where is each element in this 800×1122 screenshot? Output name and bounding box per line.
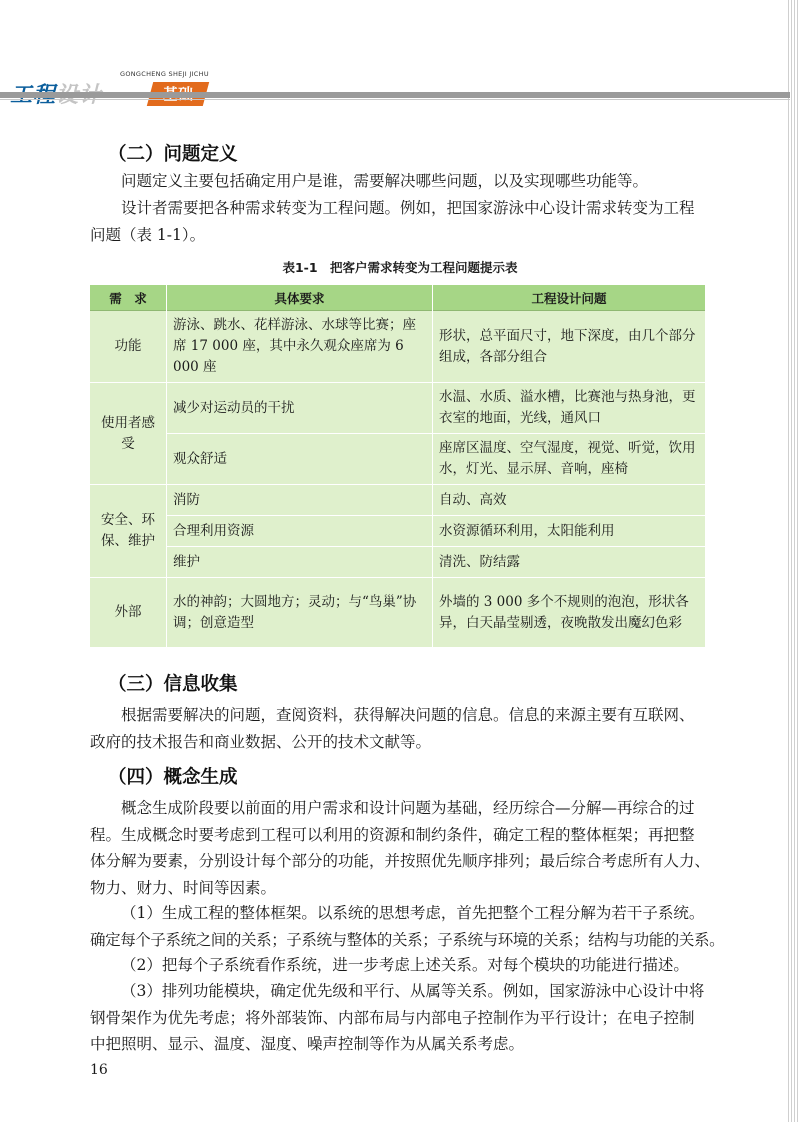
problem-cell: 形状，总平面尺寸，地下深度，由几个部分组成，各部分组合 (433, 311, 706, 383)
problem-cell: 自动、高效 (433, 485, 706, 516)
text-line: 中把照明、显示、温度、湿度、噪声控制等作为从属关系考虑。 (90, 1035, 525, 1053)
text-line: 钢骨架作为优先考虑；将外部装饰、内部布局与内部电子控制作为平行设计；在电子控制 (90, 1008, 695, 1027)
table-row (90, 311, 706, 383)
section4-paragraph-4 (90, 978, 707, 1058)
table-row (90, 516, 706, 547)
text-line: 体分解为要素，分别设计每个部分的功能，并按照优先顺序排列；最后综合考虑所有人力、 (90, 852, 711, 870)
category-cell: 安全、环保、维护 (90, 485, 167, 578)
requirement-cell: 减少对运动员的干扰 (167, 383, 433, 434)
header-cell: 需 求 (90, 285, 167, 311)
logo-pinyin: GONGCHENG SHEJI JICHU (120, 70, 209, 78)
header-cell: 具体要求 (167, 285, 433, 311)
table-caption: 表1-1 把客户需求转变为工程问题提示表 (282, 260, 518, 275)
section-title-information-gathering: （三）信息收集 (108, 674, 238, 695)
section4-paragraph-1 (90, 795, 711, 901)
text-line: 确定每个子系统之间的关系；子系统与整体的关系；子系统与环境的关系；结构与功能的关系。 (90, 930, 725, 949)
requirement-cell: 水的神韵；大圆地方；灵动；与“鸟巢”协调；创意造型 (167, 578, 433, 648)
text-line: 物力、财力、时间等因素。 (90, 878, 277, 897)
text-line: 概念生成阶段要以前面的用户需求和设计问题为基础，经历综合—分解—再综合的过 (121, 799, 695, 817)
text-line: （2）把每个子系统看作系统，进一步考虑上述关系。对每个模块的功能进行描述。 (121, 956, 689, 974)
problem-cell: 水温、水质、溢水槽，比赛池与热身池，更衣室的地面，光线，通风口 (433, 383, 706, 434)
requirement-cell: 维护 (167, 547, 433, 578)
header-rule (0, 92, 790, 98)
section-title-problem-definition: （二）问题定义 (108, 144, 238, 165)
text-line: 设计者需要把各种需求转变为工程问题。例如，把国家游泳中心设计需求转变为工程 (121, 199, 695, 217)
table-row (90, 383, 706, 434)
header-logo (0, 64, 260, 104)
problem-cell: 水资源循环利用，太阳能利用 (433, 516, 706, 547)
page-number: 16 (90, 1062, 108, 1078)
section3-paragraph-1 (90, 702, 707, 755)
section4-paragraph-3 (90, 952, 707, 979)
problem-cell: 外墙的 3 000 多个不规则的泡泡，形状各异，白天晶莹剔透，夜晚散发出魔幻色彩 (433, 578, 706, 648)
requirement-cell: 消防 (167, 485, 433, 516)
table-row (90, 578, 706, 648)
section4-paragraph-2 (90, 900, 725, 953)
requirement-cell: 合理利用资源 (167, 516, 433, 547)
requirement-cell: 游泳、跳水、花样游泳、水球等比赛；座席 17 000 座，其中永久观众座席为 6 000 座 (167, 311, 433, 383)
table-row (90, 485, 706, 516)
section-title-concept-generation: （四）概念生成 (108, 767, 238, 788)
problem-cell: 座席区温度、空气湿度，视觉、听觉，饮用水，灯光、显示屏、音响，座椅 (433, 434, 706, 485)
section2-paragraph-2 (90, 195, 707, 248)
category-cell: 外部 (90, 578, 167, 648)
table-row (90, 434, 706, 485)
text-line: 程。生成概念时要考虑到工程可以利用的资源和制约条件，确定工程的整体框架；再把整 (90, 825, 695, 844)
requirement-cell: 观众舒适 (167, 434, 433, 485)
text-line: 问题定义主要包括确定用户是谁，需要解决哪些问题，以及实现哪些功能等。 (121, 172, 649, 190)
text-line: （3）排列功能模块，确定优先级和平行、从属等关系。例如，国家游泳中心设计中将 (121, 982, 705, 1000)
table-header-row (90, 285, 706, 311)
text-line: 根据需要解决的问题，查阅资料，获得解决问题的信息。信息的来源主要有互联网、 (121, 706, 695, 724)
table-row (90, 547, 706, 578)
category-cell: 功能 (90, 311, 167, 383)
text-line: （1）生成工程的整体框架。以系统的思想考虑，首先把整个工程分解为若干子系统。 (121, 904, 705, 922)
text-line: 政府的技术报告和商业数据、公开的技术文献等。 (90, 732, 432, 751)
requirements-table (89, 285, 706, 648)
page-edge (786, 0, 800, 1122)
header-rule-thin (0, 99, 790, 100)
category-cell: 使用者感受 (90, 383, 167, 485)
section2-paragraph-1 (90, 168, 707, 195)
problem-cell: 清洗、防结露 (433, 547, 706, 578)
text-line: 问题（表 1-1）。 (90, 225, 206, 244)
header-cell: 工程设计问题 (433, 285, 706, 311)
